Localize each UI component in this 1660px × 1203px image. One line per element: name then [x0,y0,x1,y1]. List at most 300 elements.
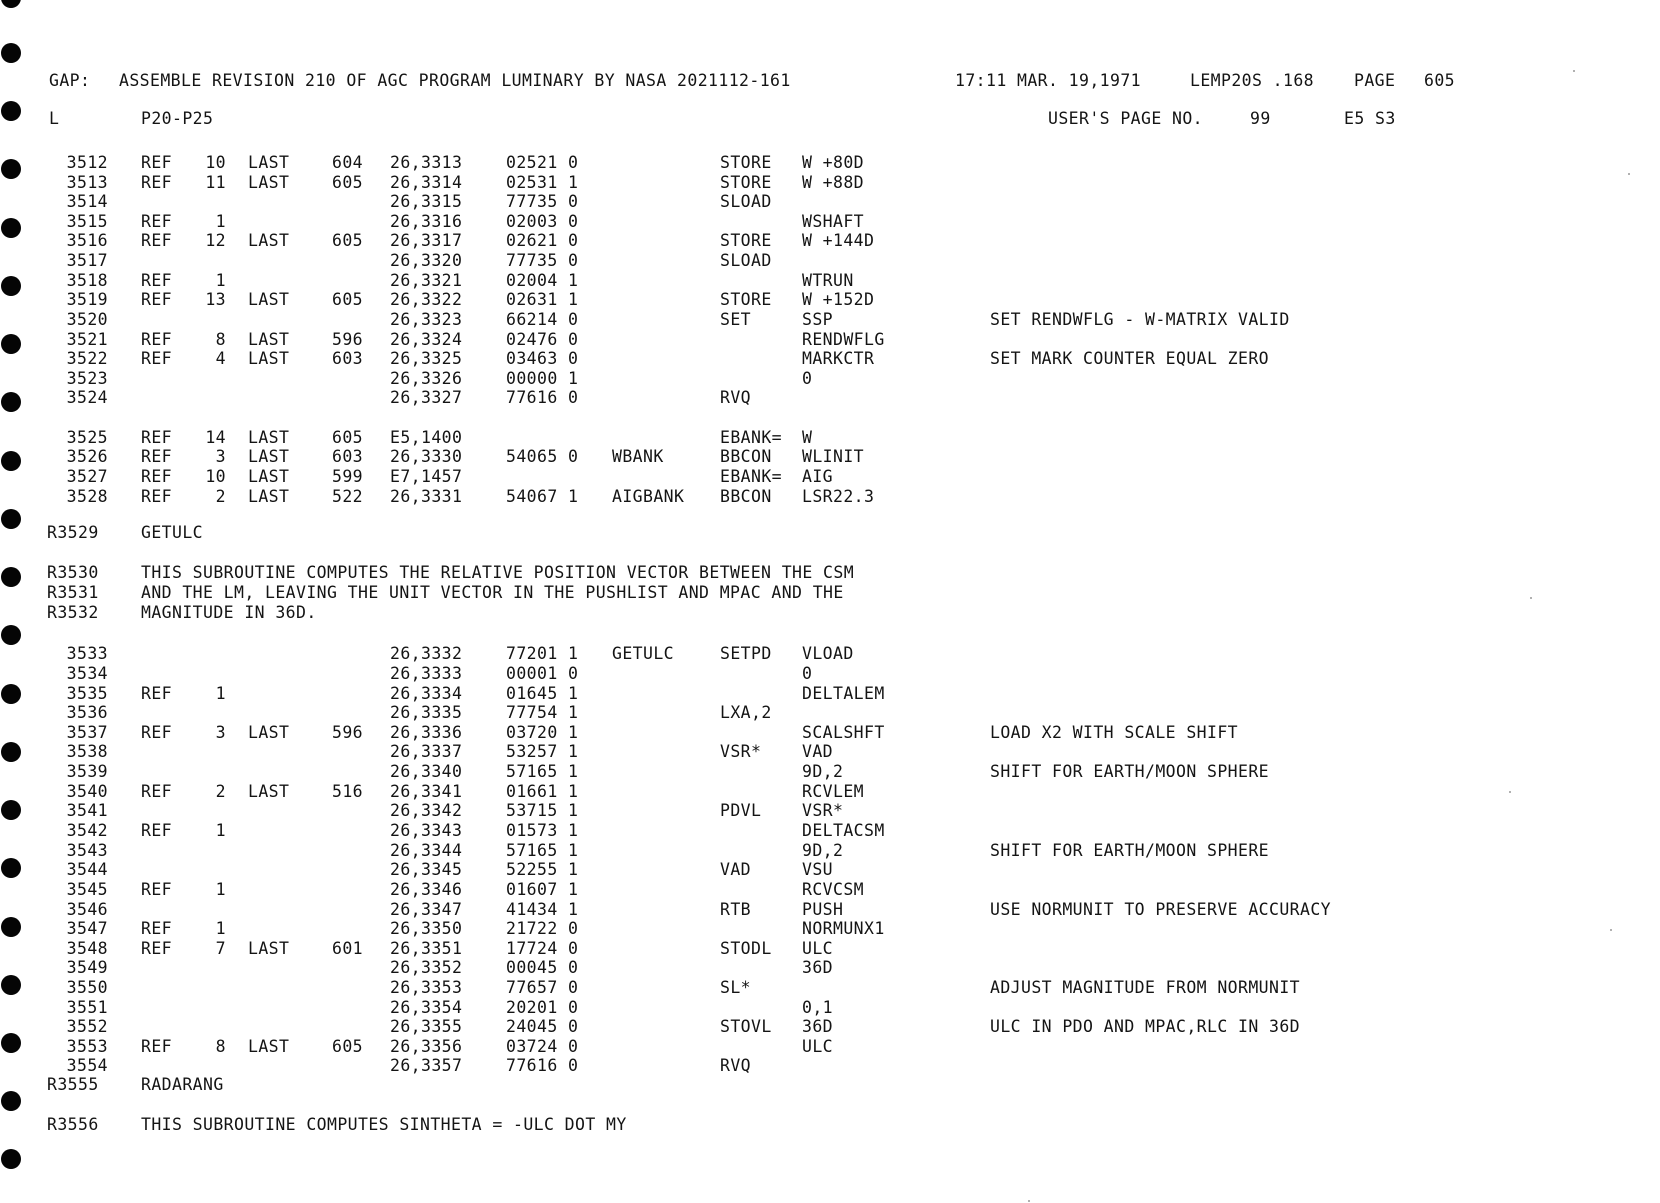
octal-code: 57165 1 [506,841,579,860]
last-marker: LAST [248,467,290,486]
line-number: 3544 [66,860,108,879]
remark-text: THIS SUBROUTINE COMPUTES THE RELATIVE POSITION VECTOR BETWEEN THE CSM [141,563,855,582]
operand: VSU [802,860,834,879]
listing-row [0,1056,1560,1076]
address: 26,3323 [390,310,463,329]
job-name: LEMP20S .168 [1190,71,1315,90]
scan-speck [1028,1200,1030,1202]
operand: 36D [802,958,834,977]
opcode: VSR* [720,742,762,761]
line-number: 3546 [66,900,108,919]
octal-code: 77735 0 [506,251,579,270]
address: 26,3336 [390,723,463,742]
octal-code: 02003 0 [506,212,579,231]
comment: SET RENDWFLG - W-MATRIX VALID [990,310,1290,329]
line-number: 3514 [66,192,108,211]
operand: AIG [802,467,834,486]
last-page: 601 [331,939,363,958]
ref-marker: REF [141,782,173,801]
opcode: STORE [720,231,772,250]
last-marker: LAST [248,939,290,958]
scan-speck [1628,173,1630,175]
opcode: STORE [720,290,772,309]
opcode: RVQ [720,1056,752,1075]
listing-row [0,271,1560,291]
octal-code: 02621 0 [506,231,579,250]
comment: SET MARK COUNTER EQUAL ZERO [990,349,1270,368]
octal-code: 66214 0 [506,310,579,329]
ref-marker: REF [141,173,173,192]
opcode: RVQ [720,388,752,407]
opcode: SL* [720,978,752,997]
last-marker: LAST [248,153,290,172]
line-number: 3536 [66,703,108,722]
listing-mark: L [49,109,60,128]
operand: W [802,428,813,447]
listing-row [0,782,1560,802]
octal-code: 02531 1 [506,173,579,192]
octal-code: 20201 0 [506,998,579,1017]
line-number: 3537 [66,723,108,742]
remark-line-number: R3530 [47,563,99,582]
operand: ULC [802,1037,834,1056]
listing-row [0,349,1560,369]
listing-row [0,919,1560,939]
last-page: 596 [331,330,363,349]
ref-marker: REF [141,330,173,349]
operand: PUSH [802,900,844,919]
remark-text: RADARANG [141,1075,224,1094]
ref-marker: REF [141,153,173,172]
last-page: 605 [331,1037,363,1056]
last-page: 605 [331,428,363,447]
listing-row [0,742,1560,762]
operand: DELTALEM [802,684,885,703]
print-timestamp: 17:11 MAR. 19,1971 [955,71,1142,90]
address: 26,3356 [390,1037,463,1056]
address: 26,3331 [390,487,463,506]
scan-speck [1509,791,1511,793]
listing-row [0,703,1560,723]
octal-code: 03463 0 [506,349,579,368]
remark-line-number: R3556 [47,1115,99,1134]
ref-marker: REF [141,231,173,250]
address: 26,3314 [390,173,463,192]
address: 26,3322 [390,290,463,309]
ref-count: 11 [205,173,226,192]
octal-code: 01645 1 [506,684,579,703]
address: 26,3332 [390,644,463,663]
remark-line-number: R3531 [47,583,99,602]
comment: SHIFT FOR EARTH/MOON SPHERE [990,762,1270,781]
listing-row [0,821,1560,841]
octal-code: 02521 0 [506,153,579,172]
ref-marker: REF [141,880,173,899]
opcode: RTB [720,900,752,919]
punch-hole [1,567,21,587]
address: 26,3343 [390,821,463,840]
line-number: 3551 [66,998,108,1017]
address: 26,3352 [390,958,463,977]
punch-hole [1,509,21,529]
listing-row [0,958,1560,978]
opcode: VAD [720,860,752,879]
operand: WSHAFT [802,212,865,231]
punch-hole [1,101,21,121]
address: 26,3334 [390,684,463,703]
opcode: SLOAD [720,251,772,270]
opcode: SETPD [720,644,772,663]
line-number: 3538 [66,742,108,761]
line-number: 3515 [66,212,108,231]
operand: MARKCTR [802,349,875,368]
listing-row [0,369,1560,389]
line-number: 3520 [66,310,108,329]
listing-row [0,860,1560,880]
assembly-title: ASSEMBLE REVISION 210 OF AGC PROGRAM LUMINARY BY NASA 2021112-161 [119,71,791,90]
gap-label: GAP: [49,71,91,90]
operand: 36D [802,1017,834,1036]
listing-row [0,684,1560,704]
remark-line-number: R3555 [47,1075,99,1094]
address: 26,3350 [390,919,463,938]
ref-marker: REF [141,290,173,309]
listing-row [0,173,1560,193]
octal-code: 00045 0 [506,958,579,977]
remark-line-number: R3532 [47,603,99,622]
operand: RCVCSM [802,880,865,899]
operand: SSP [802,310,834,329]
ref-marker: REF [141,271,173,290]
listing-row [0,212,1560,232]
listing-row [0,487,1560,507]
ref-marker: REF [141,428,173,447]
page-label: PAGE [1354,71,1396,90]
address: 26,3335 [390,703,463,722]
listing-row [0,467,1560,487]
octal-code: 53257 1 [506,742,579,761]
octal-code: 24045 0 [506,1017,579,1036]
listing-row [0,880,1560,900]
ref-marker: REF [141,487,173,506]
address: 26,3324 [390,330,463,349]
ref-count: 1 [215,271,226,290]
punch-hole [1,1149,21,1169]
operand: W +144D [802,231,875,250]
last-page: 599 [331,467,363,486]
ref-marker: REF [141,939,173,958]
opcode: STORE [720,153,772,172]
listing-row [0,762,1560,782]
last-marker: LAST [248,330,290,349]
ref-count: 3 [215,447,226,466]
comment: LOAD X2 WITH SCALE SHIFT [990,723,1239,742]
operand: RCVLEM [802,782,865,801]
line-number: 3548 [66,939,108,958]
line-number: 3516 [66,231,108,250]
octal-code: 02631 1 [506,290,579,309]
listing-row [0,664,1560,684]
operand: ULC [802,939,834,958]
ref-marker: REF [141,212,173,231]
address: 26,3342 [390,801,463,820]
comment: ULC IN PDO AND MPAC,RLC IN 36D [990,1017,1301,1036]
address: 26,3325 [390,349,463,368]
line-number: 3553 [66,1037,108,1056]
operand: WTRUN [802,271,854,290]
address: 26,3321 [390,271,463,290]
address: 26,3351 [390,939,463,958]
listing-row [0,1037,1560,1057]
punch-hole [1,1091,21,1111]
address: 26,3326 [390,369,463,388]
operand: W +88D [802,173,865,192]
operand: WLINIT [802,447,865,466]
opcode: EBANK= [720,428,783,447]
last-marker: LAST [248,428,290,447]
line-number: 3554 [66,1056,108,1075]
octal-code: 03724 0 [506,1037,579,1056]
line-number: 3534 [66,664,108,683]
line-number: 3547 [66,919,108,938]
line-number: 3517 [66,251,108,270]
bank-label: E5 S3 [1344,109,1396,128]
symbol-label: GETULC [612,644,675,663]
octal-code: 01661 1 [506,782,579,801]
line-number: 3545 [66,880,108,899]
section-name: P20-P25 [141,109,214,128]
line-number: 3533 [66,644,108,663]
ref-count: 1 [215,212,226,231]
octal-code: 77657 0 [506,978,579,997]
opcode: EBANK= [720,467,783,486]
ref-count: 14 [205,428,226,447]
operand: SCALSHFT [802,723,885,742]
listing-row [0,290,1560,310]
symbol-label: WBANK [612,447,664,466]
operand: NORMUNX1 [802,919,885,938]
last-page: 605 [331,231,363,250]
last-marker: LAST [248,447,290,466]
ref-count: 1 [215,919,226,938]
users-page-label: USER'S PAGE NO. [1048,109,1204,128]
line-number: 3543 [66,841,108,860]
last-marker: LAST [248,782,290,801]
line-number: 3535 [66,684,108,703]
ref-marker: REF [141,349,173,368]
address: 26,3316 [390,212,463,231]
address: 26,3320 [390,251,463,270]
octal-code: 00000 1 [506,369,579,388]
line-number: 3527 [66,467,108,486]
ref-count: 1 [215,821,226,840]
address: E7,1457 [390,467,463,486]
ref-count: 8 [215,1037,226,1056]
line-number: 3549 [66,958,108,977]
address: 26,3327 [390,388,463,407]
address: 26,3313 [390,153,463,172]
address: 26,3353 [390,978,463,997]
address: E5,1400 [390,428,463,447]
ref-marker: REF [141,467,173,486]
operand: VAD [802,742,834,761]
ref-count: 1 [215,880,226,899]
line-number: 3524 [66,388,108,407]
ref-count: 1 [215,684,226,703]
line-number: 3521 [66,330,108,349]
remark-text: THIS SUBROUTINE COMPUTES SINTHETA = -ULC DOT MY [141,1115,627,1134]
last-marker: LAST [248,173,290,192]
last-marker: LAST [248,231,290,250]
listing-row [0,644,1560,664]
octal-code: 52255 1 [506,860,579,879]
users-page-number: 99 [1250,109,1271,128]
line-number: 3522 [66,349,108,368]
ref-count: 2 [215,487,226,506]
line-number: 3550 [66,978,108,997]
operand: VLOAD [802,644,854,663]
last-marker: LAST [248,723,290,742]
ref-marker: REF [141,447,173,466]
last-marker: LAST [248,349,290,368]
listing-row [0,428,1560,448]
opcode: STODL [720,939,772,958]
line-number: 3518 [66,271,108,290]
octal-code: 00001 0 [506,664,579,683]
address: 26,3347 [390,900,463,919]
comment: ADJUST MAGNITUDE FROM NORMUNIT [990,978,1301,997]
comment: USE NORMUNIT TO PRESERVE ACCURACY [990,900,1332,919]
last-page: 605 [331,290,363,309]
octal-code: 41434 1 [506,900,579,919]
octal-code: 01607 1 [506,880,579,899]
ref-marker: REF [141,821,173,840]
ref-marker: REF [141,723,173,742]
page-number: 605 [1424,71,1456,90]
line-number: 3542 [66,821,108,840]
punch-hole [1,43,21,63]
address: 26,3337 [390,742,463,761]
opcode: STOVL [720,1017,772,1036]
operand: 0,1 [802,998,834,1017]
octal-code: 57165 1 [506,762,579,781]
address: 26,3355 [390,1017,463,1036]
line-number: 3552 [66,1017,108,1036]
listing-row [0,231,1560,251]
address: 26,3341 [390,782,463,801]
remark-text: AND THE LM, LEAVING THE UNIT VECTOR IN THE PUSHLIST AND MPAC AND THE [141,583,844,602]
remark-text: GETULC [141,523,204,542]
ref-count: 4 [215,349,226,368]
symbol-label: AIGBANK [612,487,685,506]
listing-row [0,841,1560,861]
line-number: 3523 [66,369,108,388]
address: 26,3333 [390,664,463,683]
remark-line-number: R3529 [47,523,99,542]
operand: LSR22.3 [802,487,875,506]
octal-code: 77616 0 [506,1056,579,1075]
ref-count: 10 [205,153,226,172]
remark-text: MAGNITUDE IN 36D. [141,603,317,622]
last-page: 605 [331,173,363,192]
line-number: 3512 [66,153,108,172]
line-number: 3526 [66,447,108,466]
ref-marker: REF [141,684,173,703]
operand: 9D,2 [802,762,844,781]
last-page: 522 [331,487,363,506]
punch-hole [1,0,21,8]
last-page: 603 [331,447,363,466]
listing-row [0,153,1560,173]
octal-code: 77616 0 [506,388,579,407]
listing-row [0,388,1560,408]
listing-row [0,939,1560,959]
listing-row [0,998,1560,1018]
last-marker: LAST [248,290,290,309]
punch-hole [1,625,21,645]
ref-count: 2 [215,782,226,801]
listing-row [0,723,1560,743]
line-number: 3541 [66,801,108,820]
octal-code: 21722 0 [506,919,579,938]
octal-code: 77201 1 [506,644,579,663]
operand: W +152D [802,290,875,309]
listing-row [0,192,1560,212]
address: 26,3346 [390,880,463,899]
opcode: LXA,2 [720,703,772,722]
ref-count: 8 [215,330,226,349]
operand: RENDWFLG [802,330,885,349]
operand: 0 [802,664,813,683]
octal-code: 03720 1 [506,723,579,742]
octal-code: 02004 1 [506,271,579,290]
operand: 0 [802,369,813,388]
ref-count: 12 [205,231,226,250]
operand: 9D,2 [802,841,844,860]
listing-row [0,310,1560,330]
scan-speck [1610,929,1612,931]
listing-row [0,251,1560,271]
octal-code: 77735 0 [506,192,579,211]
octal-code: 17724 0 [506,939,579,958]
operand: VSR* [802,801,844,820]
last-page: 596 [331,723,363,742]
octal-code: 53715 1 [506,801,579,820]
last-marker: LAST [248,1037,290,1056]
opcode: SET [720,310,752,329]
ref-marker: REF [141,1037,173,1056]
address: 26,3344 [390,841,463,860]
line-number: 3513 [66,173,108,192]
last-page: 516 [331,782,363,801]
opcode: PDVL [720,801,762,820]
scan-speck [1573,70,1575,72]
last-page: 604 [331,153,363,172]
last-page: 603 [331,349,363,368]
listing-row [0,447,1560,467]
ref-count: 13 [205,290,226,309]
address: 26,3357 [390,1056,463,1075]
octal-code: 01573 1 [506,821,579,840]
address: 26,3330 [390,447,463,466]
last-marker: LAST [248,487,290,506]
listing-row [0,801,1560,821]
ref-count: 3 [215,723,226,742]
opcode: SLOAD [720,192,772,211]
address: 26,3340 [390,762,463,781]
listing-row [0,330,1560,350]
opcode: BBCON [720,487,772,506]
